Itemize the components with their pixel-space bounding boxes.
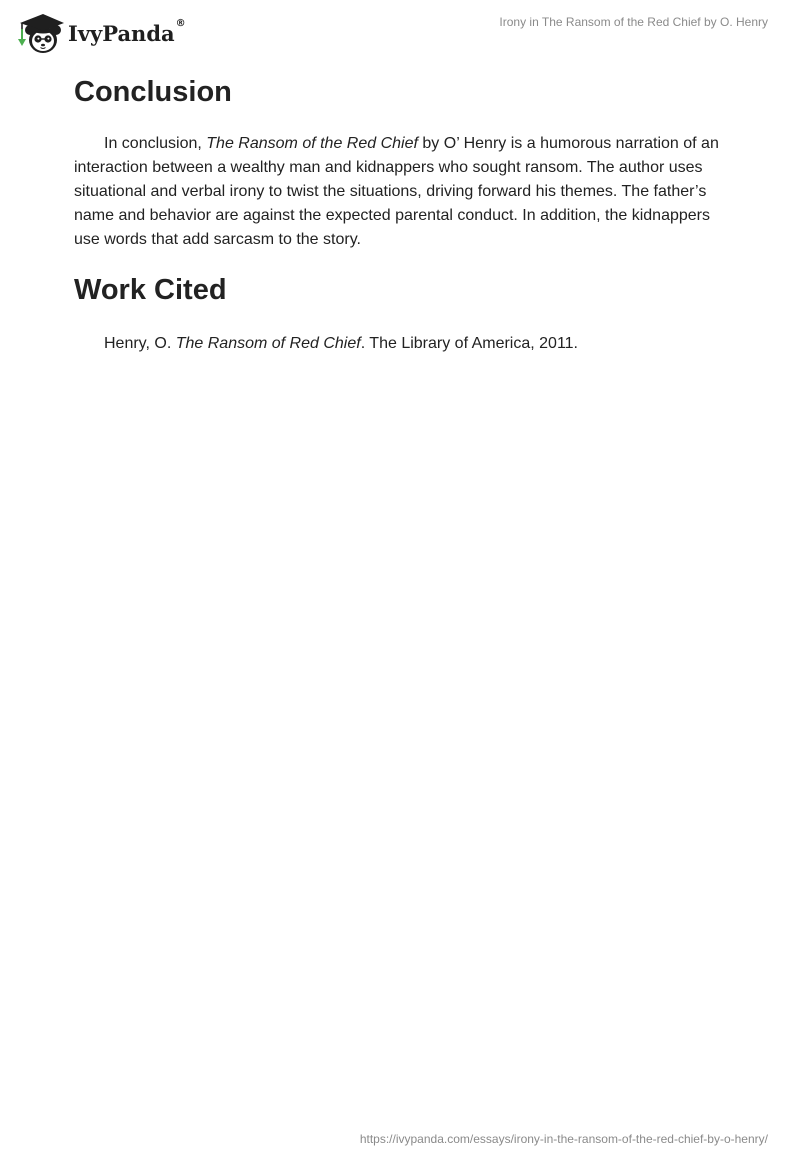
conclusion-body: by O’ Henry is a humorous narration of an interaction between a wealthy man and kidnappers who sought ransom. The author uses situational and verbal irony to twist the situations, driving forward his themes. The father’s name and behavior are against the expected parental conduct. In addition, the kidnappers use words that add sarcasm to the story. (74, 135, 719, 248)
conclusion-paragraph (74, 132, 730, 252)
source-url[interactable]: https://ivypanda.com/essays/irony-in-the-ransom-of-the-red-chief-by-o-henry/ (359, 1132, 768, 1146)
story-title: The Ransom of the Red Chief (206, 135, 418, 152)
page-header (0, 0, 800, 60)
citation-publisher: . The Library of America, 2011. (360, 335, 578, 352)
conclusion-heading: Conclusion (74, 76, 232, 108)
running-title: Irony in The Ransom of the Red Chief by O. Henry (499, 15, 768, 29)
work-cited-heading: Work Cited (74, 274, 227, 306)
citation-entry (74, 332, 730, 356)
citation-title: The Ransom of Red Chief (175, 335, 361, 352)
logo-wordmark: IvyPanda (68, 20, 175, 46)
citation-author: Henry, O. (104, 335, 176, 352)
registered-mark: ® (175, 17, 186, 29)
panda-graduation-cap-icon (14, 9, 64, 55)
conclusion-intro: In conclusion, (104, 135, 207, 152)
ivypanda-logo[interactable] (14, 8, 186, 56)
document-body (74, 70, 730, 356)
